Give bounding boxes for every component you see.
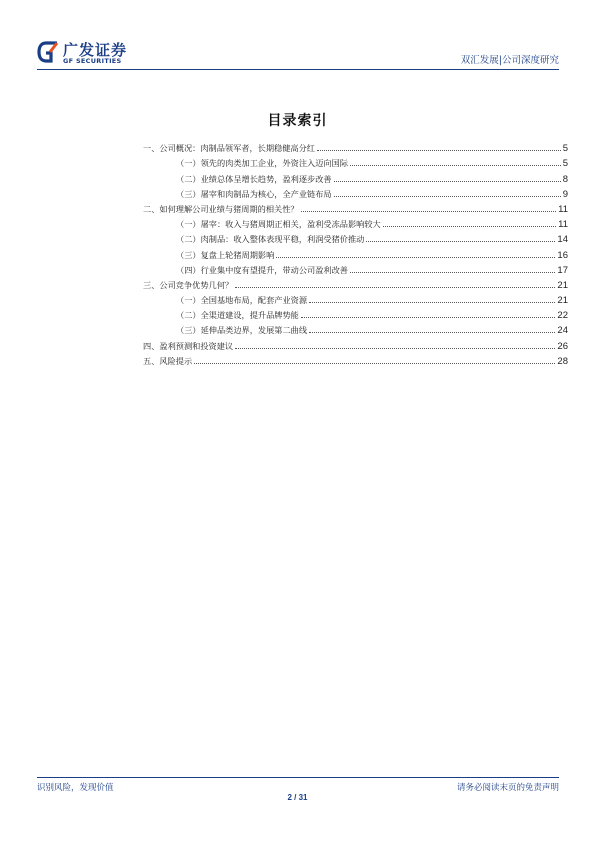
gf-logo-icon xyxy=(37,40,59,64)
footer-slogan: 识别风险，发现价值 xyxy=(37,783,114,793)
toc-entry[interactable] xyxy=(143,154,568,169)
toc-title: 目录索引 xyxy=(267,113,328,129)
toc-entry-label: 四、盈利预测和投资建议 xyxy=(143,340,234,351)
toc-leader-dots xyxy=(334,181,561,182)
toc-entry-page: 28 xyxy=(557,355,568,367)
toc-leader-dots xyxy=(301,317,556,318)
footer-disclaimer: 请务必阅读末页的免责声明 xyxy=(456,783,559,793)
toc-leader-dots xyxy=(366,241,555,242)
toc-entry-label: 五、风险提示 xyxy=(143,355,193,366)
toc-entry[interactable] xyxy=(143,321,568,336)
toc-entry[interactable] xyxy=(143,230,568,245)
toc-entry-label: （二）业绩总体呈增长趋势，盈利逐步改善 xyxy=(176,173,332,184)
toc-entry-page: 11 xyxy=(558,219,568,231)
toc-entry-page: 21 xyxy=(557,295,568,307)
toc-leader-dots xyxy=(350,165,561,166)
toc-entry[interactable] xyxy=(143,245,568,260)
toc-entry-page: 16 xyxy=(557,249,568,261)
page-number: 2 / 31 xyxy=(287,793,308,802)
toc-entry-label: （三）屠宰和肉制品为核心，全产业链布局 xyxy=(176,188,332,199)
footer-divider xyxy=(37,777,559,778)
toc-entry[interactable] xyxy=(143,139,568,154)
toc-leader-dots xyxy=(350,272,555,273)
toc-entry[interactable] xyxy=(143,352,568,367)
toc-entry[interactable] xyxy=(143,200,568,215)
toc-entry-label: 二、如何理解公司业绩与猪周期的相关性？ xyxy=(143,203,299,214)
toc-entry[interactable] xyxy=(143,169,568,184)
logo-text-en: GF SECURITIES xyxy=(63,57,122,65)
table-of-contents xyxy=(143,139,568,367)
toc-entry-label: （三）延伸品类边界，发展第二曲线 xyxy=(176,325,308,336)
toc-leader-dots xyxy=(334,196,561,197)
toc-entry-page: 11 xyxy=(558,203,568,215)
toc-entry-label: （三）复盘上轮猪周期影响 xyxy=(176,249,275,260)
toc-entry-page: 14 xyxy=(557,234,568,246)
toc-entry-page: 9 xyxy=(562,188,568,200)
logo-text-cn: 广发证券 xyxy=(63,41,128,59)
toc-leader-dots xyxy=(235,348,555,349)
toc-entry-label: （一）领先的肉类加工企业，外资注入迈向国际 xyxy=(176,158,348,169)
toc-entry-page: 8 xyxy=(562,173,568,185)
toc-leader-dots xyxy=(301,211,557,212)
toc-entry-page: 21 xyxy=(557,279,568,291)
toc-entry-label: （四）行业集中度有望提升，带动公司盈利改善 xyxy=(176,264,348,275)
toc-entry-label: 三、公司竞争优势几何？ xyxy=(143,279,234,290)
toc-entry[interactable] xyxy=(143,336,568,351)
toc-entry-page: 24 xyxy=(557,325,568,337)
toc-entry-page: 26 xyxy=(557,340,568,352)
toc-entry[interactable] xyxy=(143,276,568,291)
company-logo xyxy=(37,38,167,68)
toc-entry[interactable] xyxy=(143,185,568,200)
header-divider xyxy=(37,69,559,70)
toc-entry[interactable] xyxy=(143,306,568,321)
toc-entry-label: （二）全渠道建设，提升品牌势能 xyxy=(176,310,299,321)
toc-entry-page: 22 xyxy=(557,310,568,322)
toc-leader-dots xyxy=(309,332,555,333)
toc-entry-label: 一、公司概况：肉制品领军者，长期稳健高分红 xyxy=(143,143,315,154)
page-header xyxy=(37,38,559,68)
toc-entry-page: 5 xyxy=(562,158,568,170)
report-tag: 双汇发展|公司深度研究 xyxy=(460,55,559,66)
toc-leader-dots xyxy=(194,363,555,364)
toc-leader-dots xyxy=(276,257,555,258)
toc-entry-label: （一）全国基地布局，配套产业资源 xyxy=(176,295,308,306)
toc-entry-page: 17 xyxy=(557,264,568,276)
toc-entry-label: （一）屠宰：收入与猪周期正相关，盈利受冻品影响较大 xyxy=(176,219,381,230)
toc-entry[interactable] xyxy=(143,215,568,230)
toc-entry-page: 5 xyxy=(562,143,568,155)
toc-entry-label: （二）肉制品：收入整体表现平稳，利润受猪价推动 xyxy=(176,234,365,245)
toc-leader-dots xyxy=(383,226,556,227)
toc-entry[interactable] xyxy=(143,261,568,276)
toc-leader-dots xyxy=(309,302,555,303)
toc-leader-dots xyxy=(235,287,555,288)
toc-leader-dots xyxy=(317,150,561,151)
toc-entry[interactable] xyxy=(143,291,568,306)
